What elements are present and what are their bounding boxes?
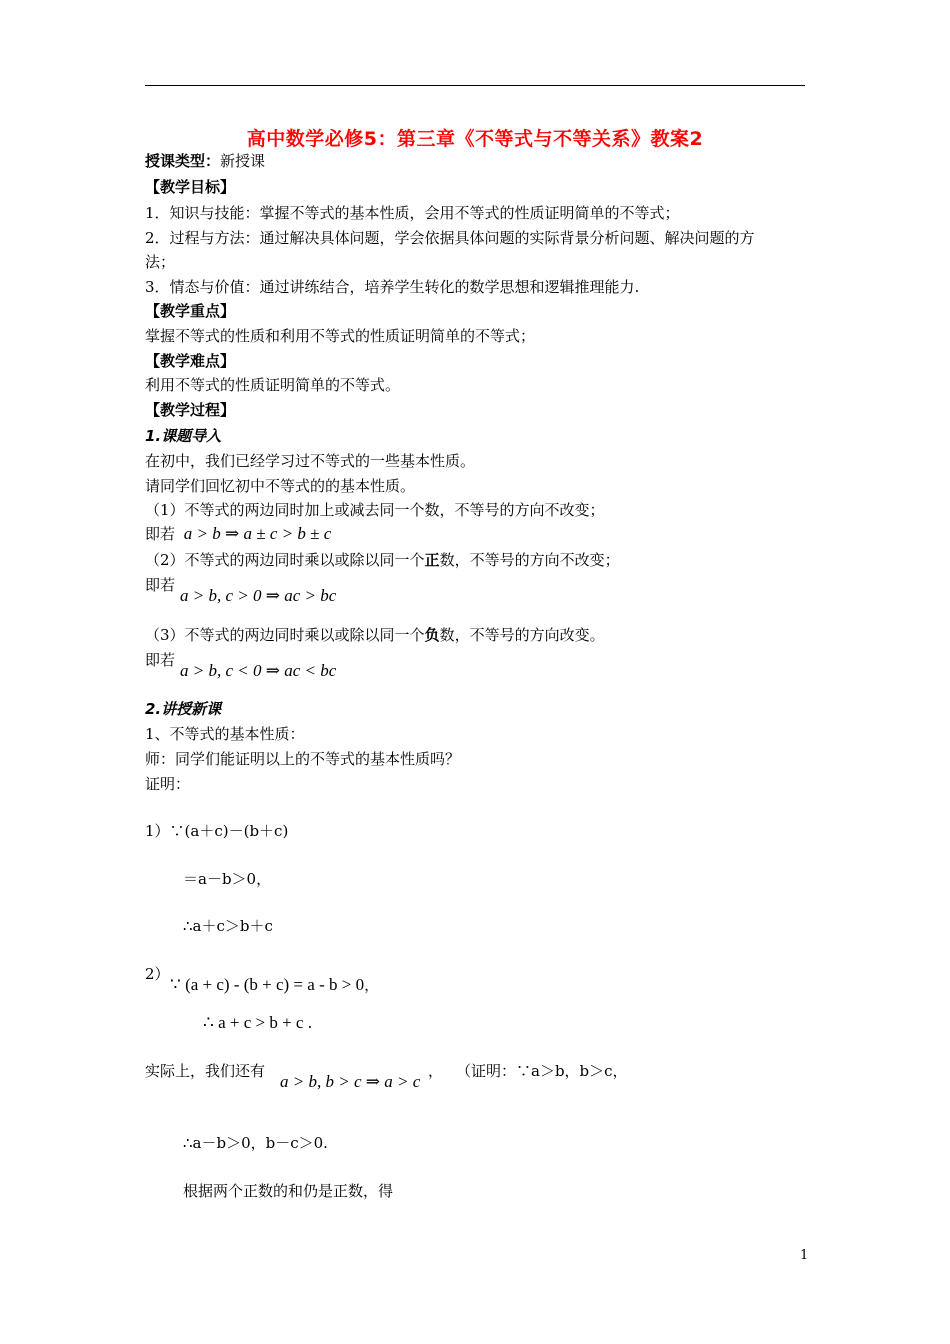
new-lesson-heading: 2.讲授新课: [145, 700, 222, 718]
goal-2-cont: 法；: [145, 253, 176, 271]
process-heading: 【教学过程】: [145, 401, 236, 419]
property-2: [145, 550, 620, 570]
property-2-text-end: 数，不等号的方向不改变；: [439, 551, 620, 569]
key-text: 掌握不等式的性质和利用不等式的性质证明简单的不等式；: [145, 327, 536, 345]
lesson-type-line: [145, 151, 265, 171]
transitivity-prefix: 实际上，我们还有: [145, 1062, 266, 1080]
intro-line-1: 在初中，我们已经学习过不等式的一些基本性质。: [145, 452, 476, 470]
property-3-prefix: 即若: [145, 651, 176, 669]
goals-heading: 【教学目标】: [145, 178, 236, 196]
property-3-text: （3）不等式的两边同时乘以或除以同一个: [145, 626, 425, 644]
proof-2-formula: ∵ (a + c) - (b + c) = a - b > 0: [170, 975, 365, 994]
proof-4-step: 根据两个正数的和仍是正数，得: [183, 1182, 394, 1200]
transitivity-formula: a > b, b > c ⇒ a > c: [280, 1072, 421, 1091]
property-1-formula: a > b ⇒ a ± c > b ± c: [183, 524, 332, 543]
key-heading: 【教学重点】: [145, 302, 236, 320]
property-1-prefix: 即若: [145, 525, 176, 543]
page-title: 高中数学必修5：第三章《不等式与不等关系》教案2: [246, 128, 704, 150]
property-3: [145, 625, 605, 645]
proof-2-label: 2）: [145, 965, 170, 983]
transitivity-comma: ，: [428, 1062, 444, 1080]
goal-1: 1．知识与技能：掌握不等式的基本性质，会用不等式的性质证明简单的不等式；: [145, 204, 680, 222]
intro-line-2: 请同学们回忆初中不等式的的基本性质。: [145, 477, 416, 495]
transitivity-proof-start: （证明：∵a＞b，b＞c，: [456, 1062, 628, 1080]
property-2-formula: a > b, c > 0 ⇒ ac > bc: [180, 586, 337, 605]
proof-3-step: ∴a－b＞0，b－c＞0.: [183, 1134, 328, 1152]
new-lesson-line-1: 1、不等式的基本性质：: [145, 725, 305, 743]
property-2-emphasis: 正: [424, 551, 440, 569]
proof-1-step-1: 1）∵(a＋c)－(b＋c): [145, 822, 289, 840]
lesson-type-label: 授课类型：: [145, 152, 221, 170]
property-3-emphasis: 负: [424, 626, 440, 644]
property-1-formula-line: [145, 524, 331, 544]
proof-2-conclusion: ∴ a + c > b + c .: [203, 1013, 312, 1032]
page-number: 1: [800, 1248, 809, 1263]
property-1: （1）不等式的两边同时加上或减去同一个数，不等号的方向不改变；: [145, 501, 605, 519]
property-3-text-end: 数，不等号的方向改变。: [439, 626, 605, 644]
proof-label: 证明：: [145, 775, 191, 793]
property-2-text: （2）不等式的两边同时乘以或除以同一个: [145, 551, 425, 569]
header-rule: [145, 85, 805, 86]
property-3-formula: a > b, c < 0 ⇒ ac < bc: [180, 661, 337, 680]
property-2-prefix: 即若: [145, 576, 176, 594]
new-lesson-line-2: 师：同学们能证明以上的不等式的基本性质吗？: [145, 750, 461, 768]
proof-2-line: [170, 975, 379, 995]
intro-heading: 1.课题导入: [145, 427, 222, 445]
goal-2: 2．过程与方法：通过解决具体问题，学会依据具体问题的实际背景分析问题、解决问题的方: [145, 229, 755, 247]
difficult-heading: 【教学难点】: [145, 352, 236, 370]
goal-3: 3．情态与价值：通过讲练结合，培养学生转化的数学思想和逻辑推理能力.: [145, 278, 640, 296]
proof-1-step-2: ＝a－b＞0，: [183, 870, 272, 888]
difficult-text: 利用不等式的性质证明简单的不等式。: [145, 376, 401, 394]
proof-1-step-3: ∴a＋c＞b＋c: [183, 917, 273, 935]
proof-2-comma: ，: [364, 976, 380, 994]
transitivity-line: [145, 1061, 265, 1081]
lesson-type-value: 新授课: [220, 152, 266, 170]
